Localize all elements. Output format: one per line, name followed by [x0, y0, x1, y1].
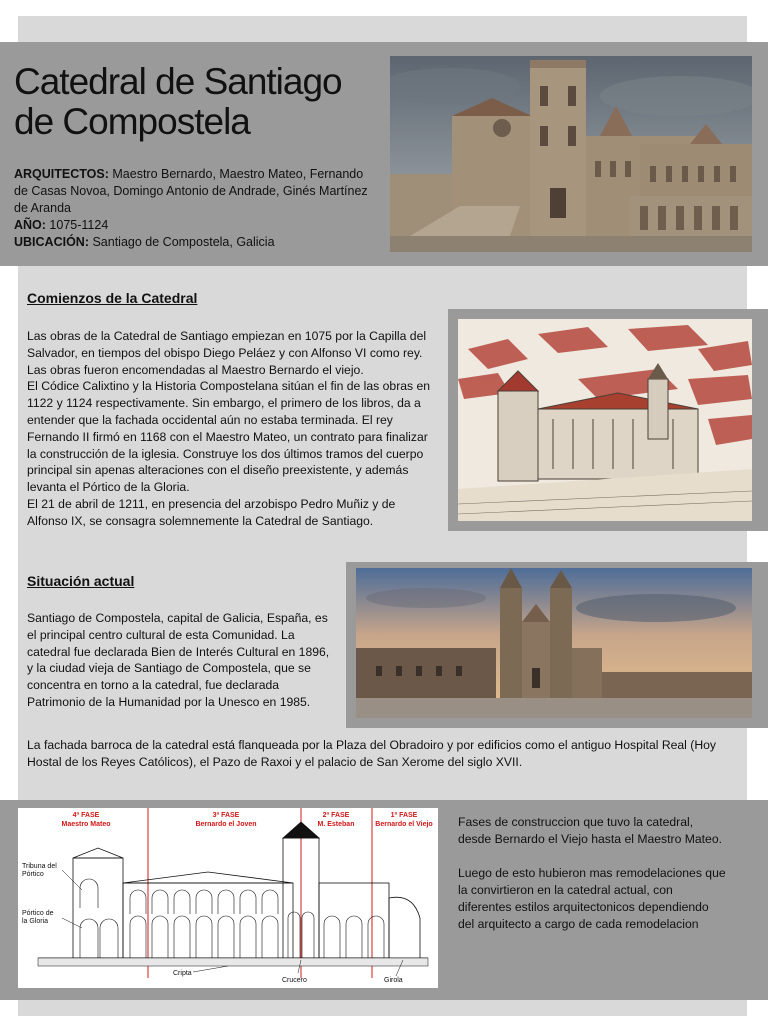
architects-value: Maestro Bernardo, Maestro Mateo, Fernando de Casas Novoa, Domingo Antonio de Andrade, Ginés Martínez de Aranda: [14, 167, 368, 215]
paragraph: Las obras de la Catedral de Santiago empiezan en 1075 por la Capilla del Salvador, en tiempos del obispo Diego Peláez y con Alfonso VI como rey. Las obras fueron encomendadas al Maestro Bernardo el viejo.: [27, 329, 427, 377]
city-drawing-image: [458, 319, 752, 521]
phases-description: [458, 814, 728, 933]
paragraph: El Códice Calixtino y la Historia Compostelana sitúan el fin de las obras en 1122 y 1124 respectivamente. Sin embargo, el primero de los libros, da a entender que la fachada occidental aún no estaba terminada. El rey Fernando II firmó en 1168 con el Maestro Mateo, un contrato para finalizar la construcción de la iglesia. Construye los dos últimos tramos del cuerpo principal sin apenas alteraciones con el diseño preexistente, y además levanta el Pórtico de la Gloria.: [27, 379, 431, 495]
paragraph: La fachada barroca de la catedral está flanqueada por la Plaza del Obradoiro y por edificios como el antiguo Hospital Real (Hoy Hostal de los Reyes Católicos), el Pazo de Raxoi y el palacio de San Xerome del siglo XVII.: [27, 738, 716, 769]
section-heading-situacion: Situación actual: [27, 573, 135, 589]
paragraph: Luego de esto hubieron mas remodelaciones que la convirtieron en la catedral actual, con diferentes estilos arquitectonicos dependiendo del arquitecto a cargo de cada remodelacion: [458, 866, 726, 931]
year-label: AÑO:: [14, 218, 46, 232]
hero-cathedral-image: [390, 56, 752, 252]
architects-label: ARQUITECTOS:: [14, 167, 109, 181]
phase1-name: Bernardo el Viejo: [375, 821, 433, 828]
section-body-fachada: [27, 737, 727, 771]
phase2-name: M. Esteban: [317, 821, 355, 828]
cathedral-facade-photo: [356, 568, 752, 718]
section-body-situacion: [27, 610, 337, 711]
title-line-1: Catedral de Santiago: [14, 61, 342, 102]
building-info: [14, 166, 374, 251]
label-cripta: Cripta: [173, 970, 192, 977]
phase3-label: 3ª FASE: [212, 812, 240, 819]
paragraph: El 21 de abril de 1211, en presencia del arzobispo Pedro Muñiz y de Alfonso IX, se consagra solemnemente la Catedral de Santiago.: [27, 496, 396, 528]
section-body-comienzos: [27, 328, 433, 530]
phase3-name: Bernardo el Joven: [195, 821, 257, 828]
construction-phases-diagram: [18, 808, 438, 988]
phase1-label: 1ª FASE: [390, 812, 418, 819]
label-tribuna: Tribuna del: [22, 863, 57, 870]
label-girola: Girola: [384, 977, 403, 984]
location-label: UBICACIÓN:: [14, 235, 89, 249]
year-value: 1075-1124: [45, 218, 109, 232]
location-value: Santiago de Compostela, Galicia: [89, 235, 275, 249]
page-title: [14, 62, 384, 142]
phase4-name: Maestro Mateo: [61, 821, 111, 828]
label-tribuna-2: Pórtico: [22, 871, 44, 878]
paragraph: Fases de construccion que tuvo la catedral, desde Bernardo el Viejo hasta el Maestro Mateo.: [458, 815, 722, 846]
title-line-2: de Compostela: [14, 101, 250, 142]
label-portico-2: la Gloria: [22, 918, 49, 925]
section-heading-comienzos: Comienzos de la Catedral: [27, 290, 198, 306]
phase2-label: 2ª FASE: [322, 812, 350, 819]
label-portico: Pórtico de: [22, 910, 54, 917]
paragraph: Santiago de Compostela, capital de Galicia, España, es el principal centro cultural de esta Comunidad. La catedral fue declarada Bien de Interés Cultural en 1896, y la ciudad vieja de Santiago de Compostela, que se concentra en torno a la catedral, fue declarada Patrimonio de la Humanidad por la Unesco en 1985.: [27, 611, 330, 709]
label-crucero: Crucero: [282, 977, 307, 984]
phase4-label: 4ª FASE: [72, 812, 100, 819]
